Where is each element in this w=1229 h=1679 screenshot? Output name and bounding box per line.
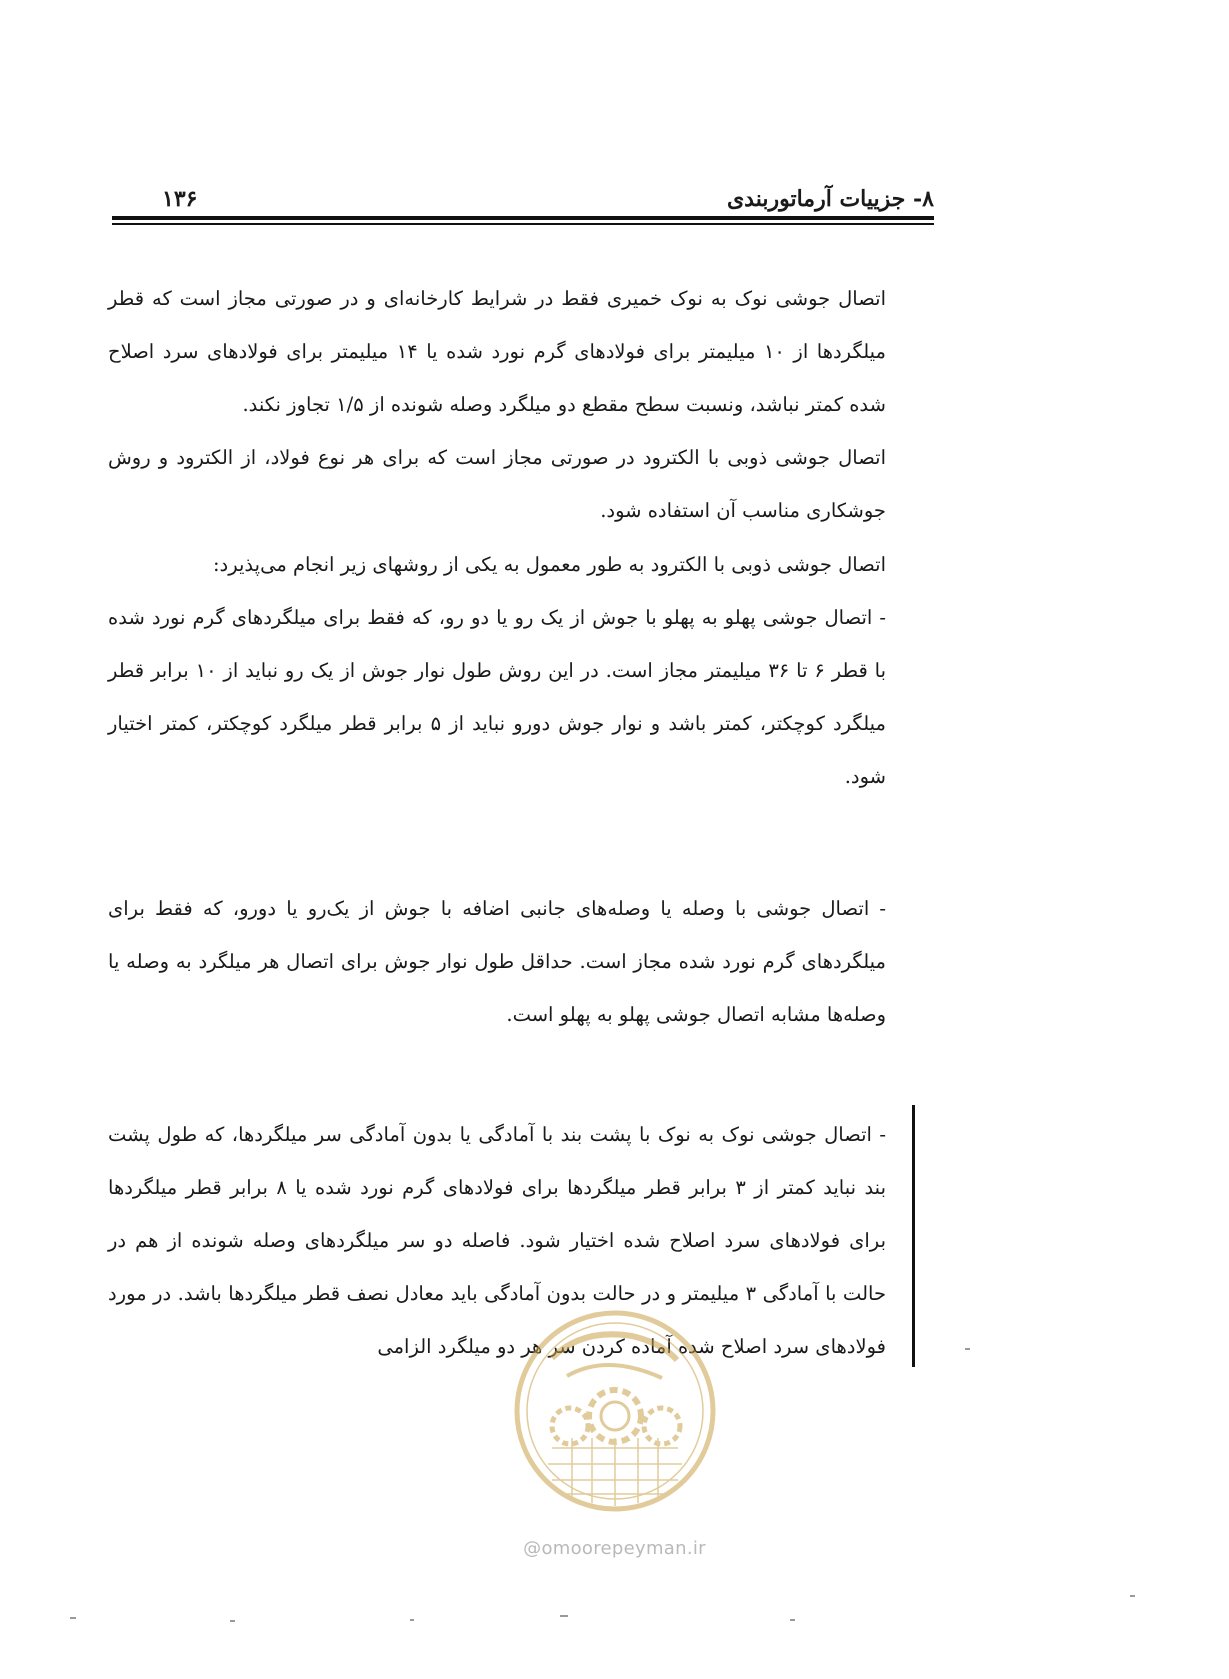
paragraph-block-1 [108, 272, 886, 537]
scan-speck [560, 1615, 568, 1617]
paragraph: اتصال جوشی ذوبی با الکترود در صورتی مجاز است که برای هر نوع فولاد، از الکترود و روش جوشکاری مناسب آن استفاده شود. [108, 446, 886, 522]
paragraph: اتصال جوشی ذوبی با الکترود به طور معمول به یکی از روشهای زیر انجام می‌پذیرد: [212, 553, 886, 576]
scan-speck [230, 1620, 235, 1622]
paragraph-block-3 [108, 882, 886, 1041]
paragraph: اتصال جوشی نوک به نوک خمیری فقط در شرایط کارخانه‌ای و در صورتی مجاز است که قطر میلگردها از ۱۰ میلیمتر برای فولادهای گرم نورد شده یا ۱۴ میلیمتر برای فولادهای سرد اصلاح شده کمتر نباشد، ونسبت سطح مقطع دو میلگرد وصله شونده از ۱/۵ تجاوز نکند. [108, 287, 886, 416]
scan-speck [965, 1348, 970, 1350]
scan-speck [1130, 1595, 1135, 1597]
page-header [112, 186, 934, 216]
header-rule-thick [112, 216, 934, 220]
watermark-url: @omoorepeyman.ir [523, 1538, 706, 1559]
paragraph: - اتصال جوشی با وصله یا وصله‌های جانبی اضافه با جوش از یک‌رو یا دورو، که فقط برای میلگردهای گرم نورد شده مجاز است. حداقل طول نوار جوش برای اتصال هر میلگرد به وصله یا وصله‌ها مشابه اتصال جوشی پهلو به پهلو است. [108, 897, 886, 1026]
paragraph: - اتصال جوشی نوک به نوک با پشت بند با آمادگی یا بدون آمادگی سر میلگردها، که طول پشت بند نباید کمتر از ۳ برابر قطر میلگردها برای فولادهای گرم نورد شده یا ۸ برابر قطر میلگردها برای فولادهای سرد اصلاح شده اختیار شود. فاصله دو سر میلگردهای وصله شونده از هم در حالت با آمادگی ۳ میلیمتر و در حالت بدون آمادگی باید معادل نصف قطر میلگردها باشد. در مورد فولادهای سرد اصلاح شده آماده کردن سر هر دو میلگرد الزامی [108, 1123, 887, 1358]
stamp-logo-icon [512, 1298, 718, 1524]
revision-margin-bar [912, 1105, 915, 1367]
scan-speck [410, 1619, 414, 1621]
chapter-title: ۸- جزییات آرماتوربندی [726, 186, 934, 212]
paragraph-block-4 [108, 1108, 886, 1373]
scan-speck [70, 1617, 76, 1619]
scan-speck [790, 1619, 795, 1621]
at-icon: @ [523, 1538, 542, 1559]
page-number: ۱۳۶ [162, 186, 198, 212]
paragraph: - اتصال جوشی پهلو به پهلو با جوش از یک رو یا دو رو، که فقط برای میلگردهای گرم نورد شده با قطر ۶ تا ۳۶ میلیمتر مجاز است. در این روش طول نوار جوش از یک رو نباید از ۱۰ برابر قطر میلگرد کوچکتر، کمتر باشد و نوار جوش دورو نباید از ۵ برابر قطر میلگرد کوچکتر، کمتر اختیار شود. [108, 606, 887, 788]
header-rule-thin [112, 223, 934, 225]
paragraph-block-2 [108, 538, 886, 803]
